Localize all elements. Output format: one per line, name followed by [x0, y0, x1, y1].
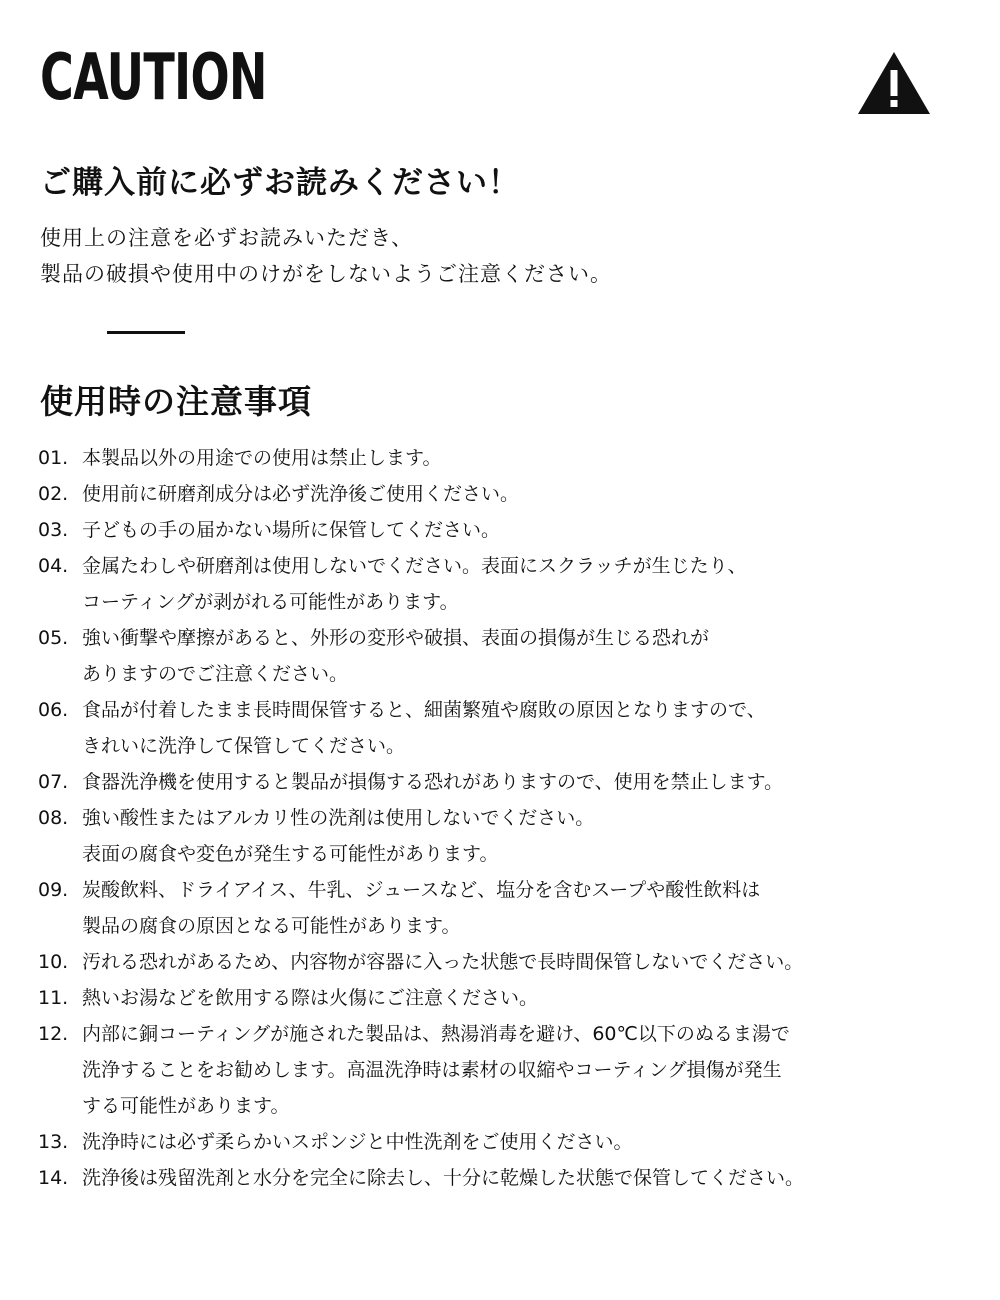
note-text-line: 金属たわしや研磨剤は使用しないでください。表面にスクラッチが生じたり、	[82, 555, 747, 577]
note-text-line: 炭酸飲料、ドライアイス、牛乳、ジュースなど、塩分を含むスープや酸性飲料は	[82, 879, 761, 901]
note-number: 04.	[38, 555, 69, 577]
note-item	[38, 1124, 983, 1160]
note-text-line: 洗浄時には必ず柔らかいスポンジと中性洗剤をご使用ください。	[82, 1131, 633, 1153]
note-text-line: 本製品以外の用途での使用は禁止します。	[82, 447, 442, 469]
note-number: 02.	[38, 483, 69, 505]
note-item	[38, 512, 983, 548]
note-number: 14.	[38, 1167, 69, 1189]
note-number: 11.	[38, 987, 69, 1009]
note-text-line: 熱いお湯などを飲用する際は火傷にご注意ください。	[82, 987, 539, 1009]
caution-title: CAUTION	[40, 41, 267, 115]
note-number: 13.	[38, 1131, 69, 1153]
intro-line: 製品の破損や使用中のけがをしないようご注意ください。	[40, 262, 612, 286]
note-item	[38, 548, 983, 620]
note-item	[38, 980, 983, 1016]
note-number: 10.	[38, 951, 69, 973]
note-text-line: 食器洗浄機を使用すると製品が損傷する恐れがありますので、使用を禁止します。	[82, 771, 784, 793]
note-item	[38, 1016, 983, 1124]
note-item	[38, 764, 983, 800]
note-text-line: 製品の腐食の原因となる可能性があります。	[82, 915, 461, 937]
note-item	[38, 1160, 983, 1196]
note-number: 07.	[38, 771, 69, 793]
note-number: 06.	[38, 699, 69, 721]
notes-list	[38, 440, 983, 1196]
note-item	[38, 872, 983, 944]
note-text-line: 表面の腐食や変色が発生する可能性があります。	[82, 843, 499, 865]
intro-line: 使用上の注意を必ずお読みいただき、	[40, 226, 414, 250]
note-text-line: ありますのでご注意ください。	[82, 663, 349, 685]
note-text-line: 洗浄後は残留洗剤と水分を完全に除去し、十分に乾燥した状態で保管してください。	[82, 1167, 805, 1189]
section-heading: 使用時の注意事項	[40, 382, 312, 421]
note-text-line: 食品が付着したまま長時間保管すると、細菌繁殖や腐敗の原因となりますので、	[82, 699, 766, 721]
note-text-line: 強い衝撃や摩擦があると、外形の変形や破損、表面の損傷が生じる恐れが	[82, 627, 710, 649]
note-number: 01.	[38, 447, 69, 469]
note-text-line: コーティングが剥がれる可能性があります。	[82, 591, 459, 613]
note-number: 12.	[38, 1023, 69, 1045]
intro-text	[40, 220, 960, 292]
note-text-line: きれいに洗浄して保管してください。	[82, 735, 406, 757]
note-item	[38, 800, 983, 872]
note-text-line: 強い酸性またはアルカリ性の洗剤は使用しないでください。	[82, 807, 595, 829]
note-text-line: 洗浄することをお勧めします。高温洗浄時は素材の収縮やコーティング損傷が発生	[82, 1059, 782, 1081]
note-item	[38, 440, 983, 476]
warning-triangle-icon	[856, 50, 932, 116]
note-number: 08.	[38, 807, 69, 829]
note-number: 09.	[38, 879, 69, 901]
subtitle: ご購入前に必ずお読みください！	[40, 165, 520, 201]
note-item	[38, 692, 983, 764]
note-number: 05.	[38, 627, 69, 649]
note-item	[38, 944, 983, 980]
note-text-line: 汚れる恐れがあるため、内容物が容器に入った状態で長時間保管しないでください。	[82, 951, 804, 973]
note-number: 03.	[38, 519, 69, 541]
section-divider	[107, 331, 185, 334]
note-text-line: 子どもの手の届かない場所に保管してください。	[82, 519, 501, 541]
note-item	[38, 620, 983, 692]
note-text-line: 使用前に研磨剤成分は必ず洗浄後ご使用ください。	[82, 483, 520, 505]
note-item	[38, 476, 983, 512]
note-text-line: する可能性があります。	[82, 1095, 290, 1117]
note-text-line: 内部に銅コーティングが施された製品は、熱湯消毒を避け、60℃以下のぬるま湯で	[82, 1023, 790, 1045]
